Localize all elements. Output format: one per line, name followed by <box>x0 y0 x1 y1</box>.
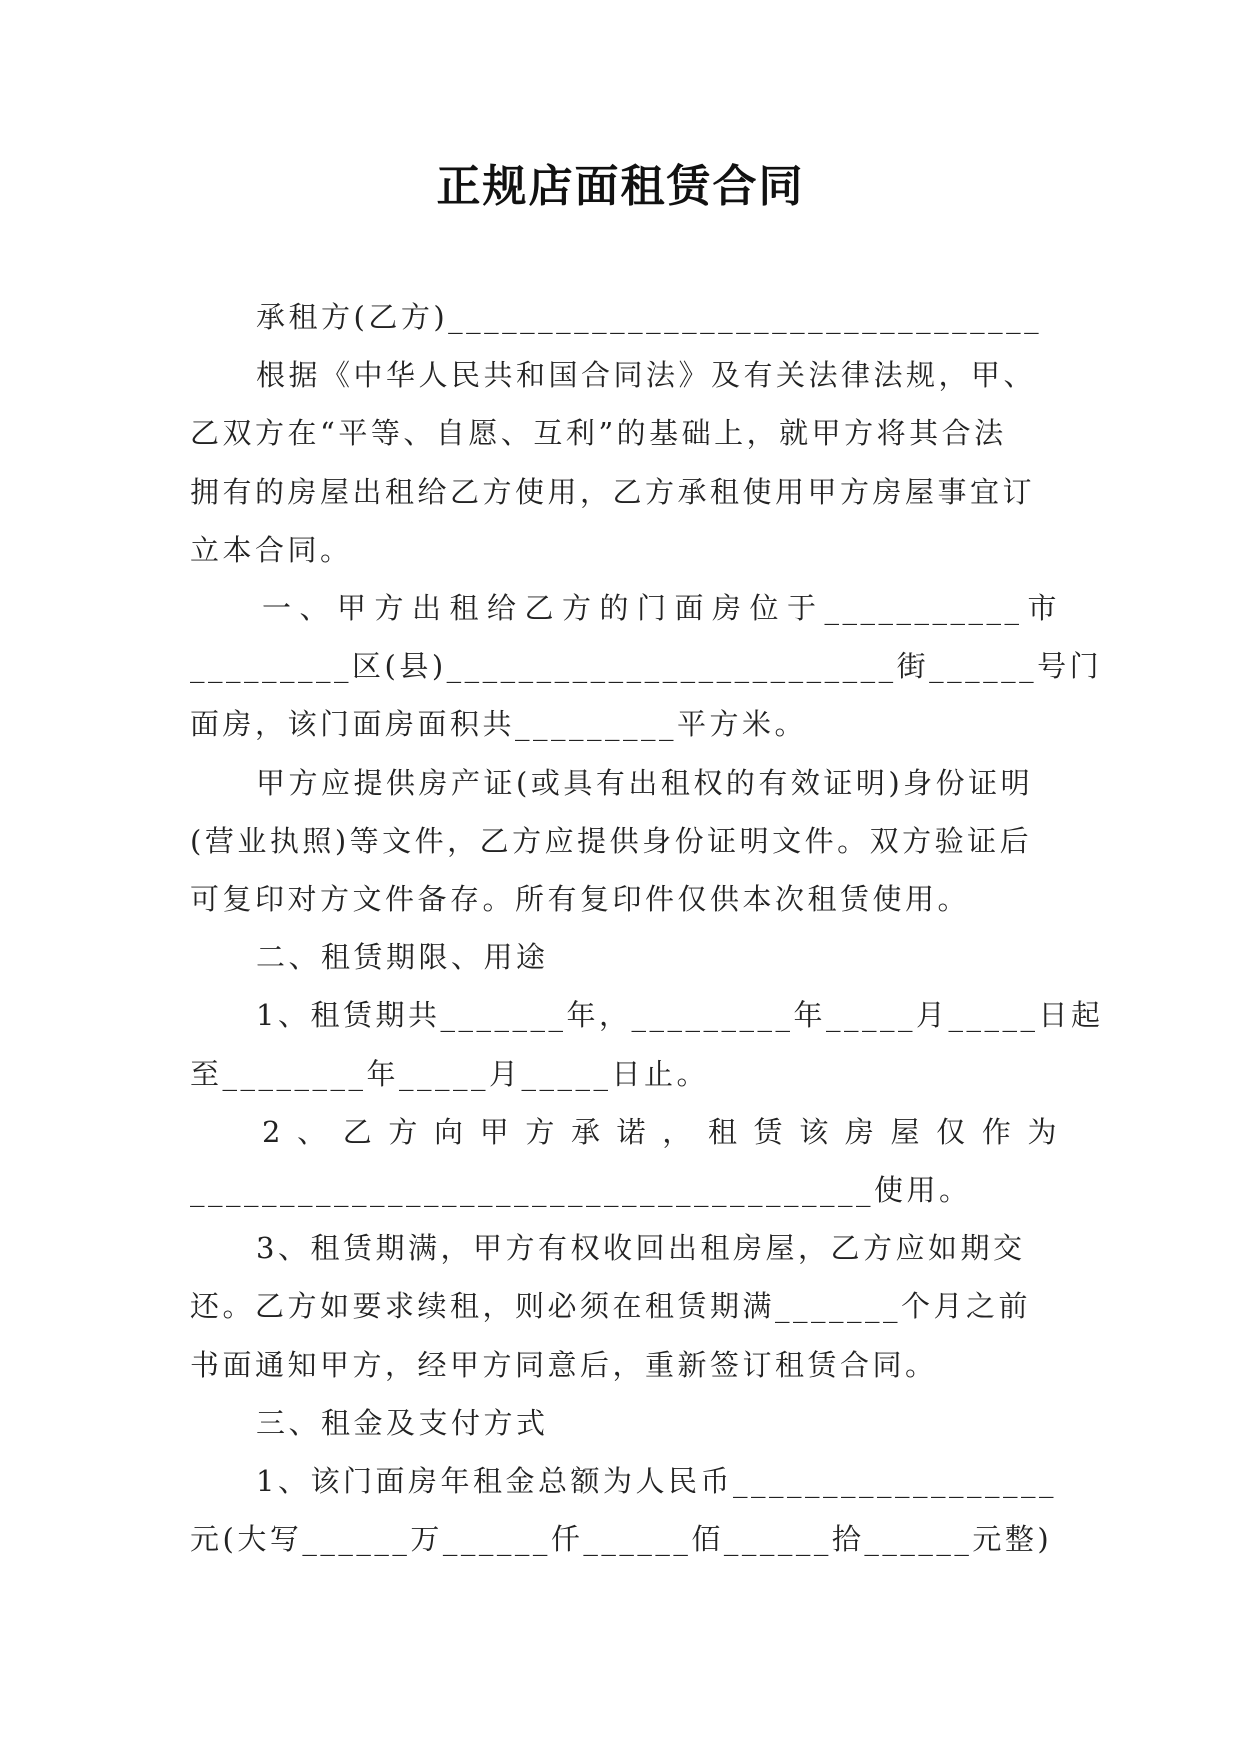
clause-line: 1、租赁期共_______年，_________年_____月_____日起 <box>256 998 1104 1033</box>
clause-line: 还。乙方如要求续租，则必须在租赁期满_______个月之前 <box>190 1289 1032 1324</box>
clause-line: 元(大写______万______仟______佰______拾______元整) <box>190 1522 1053 1557</box>
clause-line: 面房，该门面房面积共_________平方米。 <box>190 707 808 742</box>
lessee-line: 承租方(乙方)_________________________________ <box>256 300 1043 334</box>
contract-body <box>190 288 1104 1568</box>
clause-line: (营业执照)等文件，乙方应提供身份证明文件。双方验证后 <box>190 823 1033 858</box>
clause-line: 3、租赁期满，甲方有权收回出租房屋，乙方应如期交 <box>256 1231 1026 1266</box>
clause-line: 书面通知甲方，经甲方同意后，重新签订租赁合同。 <box>190 1347 938 1382</box>
paragraph-line: 根据《中华人民共和国合同法》及有关法律法规，甲、 <box>256 358 1037 393</box>
clause-line: 至________年_____月_____日止。 <box>190 1056 710 1091</box>
clause-line: _________区(县)_________________________街______号门 <box>190 649 1103 684</box>
clause-line: 可复印对方文件备存。所有复印件仅供本次租赁使用。 <box>190 882 971 917</box>
clause-line: 甲方应提供房产证(或具有出租权的有效证明)身份证明 <box>256 765 1034 800</box>
section-heading: 二、租赁期限、用途 <box>256 940 549 975</box>
paragraph-line: 乙双方在“平等、自愿、互利”的基础上，就甲方将其合法 <box>190 416 1007 451</box>
section-heading: 三、租金及支付方式 <box>256 1405 549 1440</box>
clause-line: 一、甲方出租给乙方的门面房位于___________市 <box>262 591 1060 626</box>
document-title: 正规店面租赁合同 <box>436 161 805 212</box>
clause-line: 1、该门面房年租金总额为人民币__________________ <box>256 1464 1057 1499</box>
paragraph-line: 立本合同。 <box>190 532 353 567</box>
paragraph-line: 拥有的房屋出租给乙方使用，乙方承租使用甲方房屋事宜订 <box>190 474 1036 509</box>
clause-line: 2、乙方向甲方承诺，租赁该房屋仅作为 <box>262 1114 1060 1149</box>
clause-line: ______________________________________使用。 <box>190 1173 972 1208</box>
